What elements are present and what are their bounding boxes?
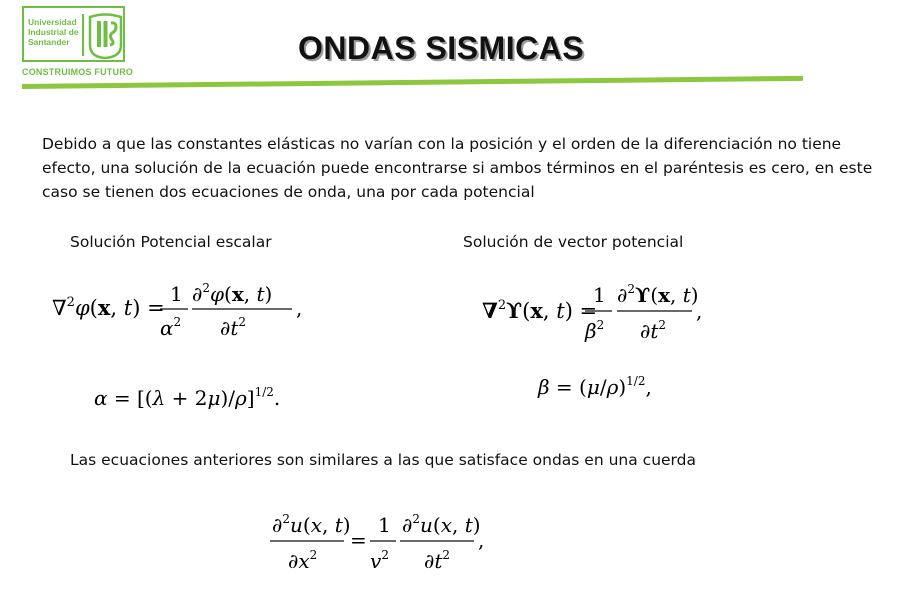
alpha-definition bbox=[92, 380, 292, 414]
scalar-solution-label: Solución Potencial escalar bbox=[70, 233, 272, 251]
logo-university-name: Universidad Industrial de Santander bbox=[28, 17, 79, 47]
svg-text:1: 1 bbox=[378, 513, 391, 537]
svg-text:∂t2: $\partial t^2$ bbox=[640, 318, 667, 343]
uis-logo bbox=[22, 6, 132, 86]
conclusion-text: Las ecuaciones anteriores son similares a las que satisface ondas en una cuerda bbox=[70, 451, 696, 469]
uis-emblem-icon bbox=[88, 11, 123, 59]
svg-text:∂2ϒ(x, t): ∂$^2$ϒ(x, t) bbox=[617, 282, 699, 307]
vector-wave-equation bbox=[480, 278, 720, 358]
svg-text:∂2φ(x, t): ∂$^2$φ(x, t) bbox=[192, 281, 273, 306]
svg-text:∂t2: $\partial t^2$ bbox=[424, 548, 451, 573]
title-underline bbox=[22, 76, 803, 89]
svg-text:,: , bbox=[478, 528, 485, 552]
svg-text:∇2φ(x, t) =: ∇$^2$φ(x, t) = bbox=[52, 295, 165, 320]
page-title: ONDAS SISMICAS bbox=[298, 30, 585, 66]
svg-text:,: , bbox=[296, 296, 303, 320]
svg-text:∂2u(x, t): ∂$^2$u(x, t) bbox=[272, 512, 351, 537]
svg-text:1: 1 bbox=[170, 282, 183, 306]
svg-text:β = (μ/ρ)1/2,: $\beta = (\mu/\rho)^{1/2}$, bbox=[538, 374, 652, 399]
intro-paragraph: Debido a que las constantes elásticas no varían con la posición y el orden de la diferenciación no tiene efecto, una solución de la ecuación puede encontrarse si ambos términos en el paréntesis es cero, en este caso se tienen dos ecuaciones de onda, una por cada potencial bbox=[42, 135, 873, 201]
svg-text:∂2u(x, t): ∂$^2$u(x, t) bbox=[402, 512, 481, 537]
svg-text:,: , bbox=[696, 299, 703, 323]
logo-divider bbox=[82, 14, 84, 56]
svg-text:∂x2: $\partial x^2$ bbox=[288, 548, 318, 573]
beta-definition bbox=[536, 370, 666, 404]
svg-text:∂t2: $\partial t^2$ bbox=[220, 315, 247, 340]
logo-tagline: CONSTRUIMOS FUTURO bbox=[22, 67, 134, 77]
string-wave-equation bbox=[266, 510, 506, 590]
svg-text:α = [(λ + 2μ)/ρ]1/2.: $\alpha = [(\lambda + 2\mu)/\rho]^{1/2}$. bbox=[94, 385, 281, 410]
svg-text:=: = bbox=[350, 528, 367, 552]
svg-text:∇2ϒ(x, t) =: ∇$^2$ϒ(x, t) = bbox=[482, 298, 598, 323]
svg-text:β2: $\beta^2$ bbox=[585, 318, 605, 343]
vector-solution-label: Solución de vector potencial bbox=[463, 233, 684, 251]
scalar-wave-equation bbox=[50, 272, 310, 352]
svg-text:α2: $\alpha^2$ bbox=[160, 315, 182, 340]
logo-frame bbox=[22, 6, 125, 62]
svg-text:v2: $v^2$ bbox=[370, 548, 389, 573]
svg-text:1: 1 bbox=[593, 283, 606, 307]
